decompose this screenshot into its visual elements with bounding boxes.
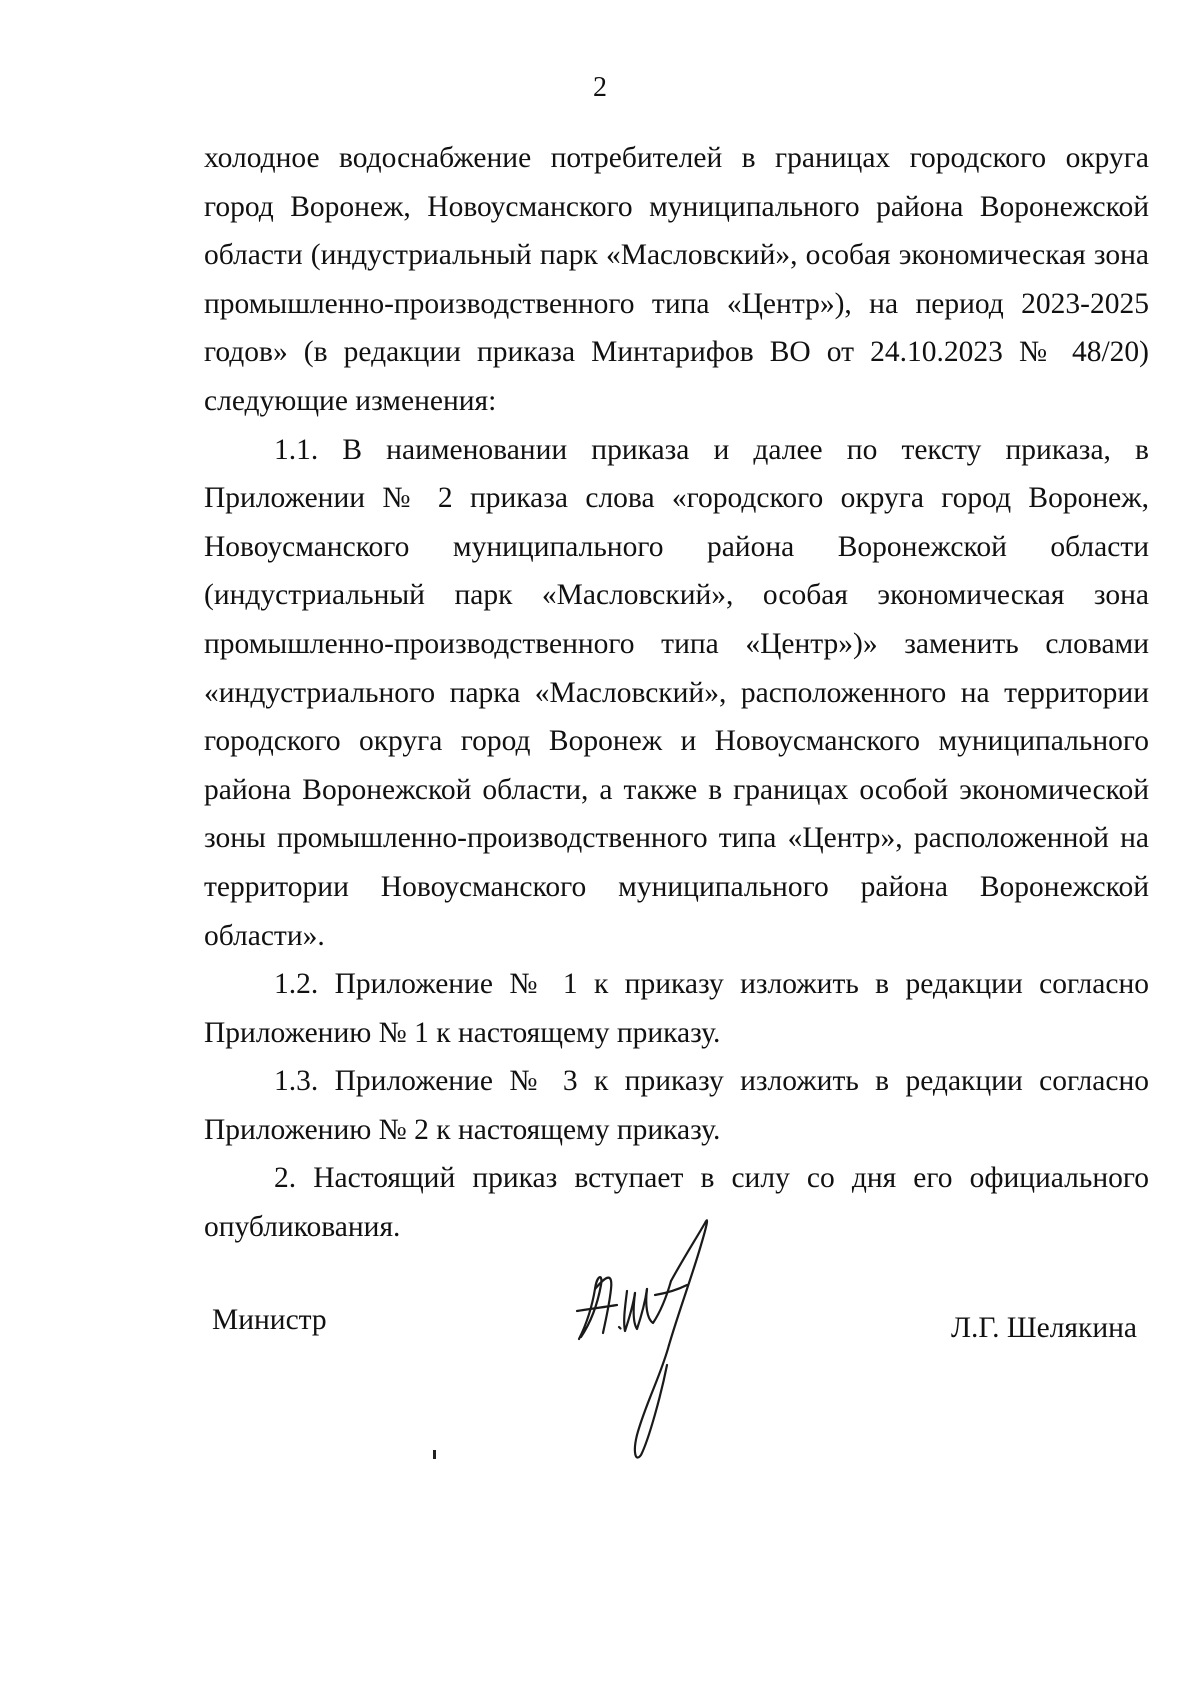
paragraph-continuation: холодное водоснабжение потребителей в границах городского округа город Воронеж, Новоусманского муниципального района Воронежской области (индустриальный парк «Масловский», особая экономическая зона промышленно-производственного типа «Центр»), на период 2023-2025 годов» (в редакции приказа Минтарифов ВО от 24.10.2023 № 48/20) следующие изменения: xyxy=(204,142,1149,417)
paragraph-item-2: 2. Настоящий приказ вступает в силу со дня его официального опубликования. xyxy=(204,1162,1149,1244)
document-body xyxy=(204,134,1149,1252)
paragraph-item-1-3: 1.3. Приложение № 3 к приказу изложить в редакции согласно Приложению № 2 к настоящему приказу. xyxy=(204,1065,1149,1146)
handwritten-signature xyxy=(575,1215,750,1465)
signatory-name: Л.Г. Шелякина xyxy=(951,1312,1138,1344)
stray-ink-mark xyxy=(433,1450,436,1459)
page-number: 2 xyxy=(593,72,607,103)
signatory-title: Министр xyxy=(212,1304,327,1336)
paragraph-item-1-2: 1.2. Приложение № 1 к приказу изложить в редакции согласно Приложению № 1 к настоящему приказу. xyxy=(204,968,1149,1049)
paragraph-item-1-1: 1.1. В наименовании приказа и далее по тексту приказа, в Приложении № 2 приказа слова «городского округа город Воронеж, Новоусманского муниципального района Воронежской области (индустриальный парк «Масловский», особая экономическая зона промышленно-производственного типа «Центр»)» заменить словами «индустриального парка «Масловский», расположенного на территории городского округа город Воронеж и Новоусманского муниципального района Воронежской области, а также в границах особой экономической зоны промышленно-производственного типа «Центр», расположенной на территории Новоусманского муниципального района Воронежской области». xyxy=(204,433,1149,952)
